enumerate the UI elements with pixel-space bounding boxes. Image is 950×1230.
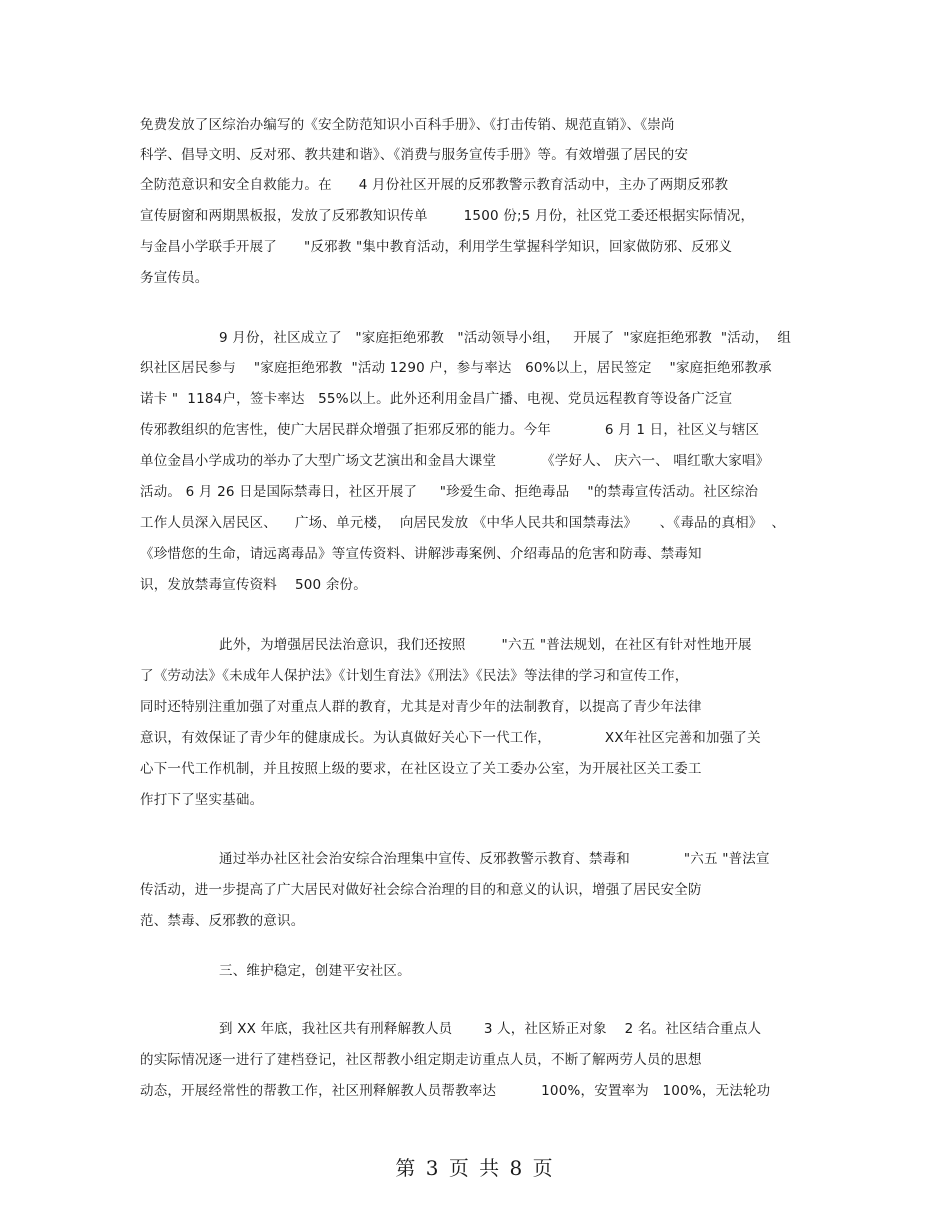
body-text-line: 心下一代工作机制，并且按照上级的要求，在社区设立了关工委办公室，为开展社区关工委工 [140,761,702,777]
body-text-line: 织社区居民参与 "家庭拒绝邪教 "活动 1290 户，参与率达 60%以上，居民签定 "家庭拒绝邪教承 [140,360,772,376]
body-text-line: 活动。 6 月 26 日是国际禁毒日，社区开展了 "珍爱生命、拒绝毒品 "的禁毒宣传活动。社区综治 [140,484,759,500]
body-text-line: 了《劳动法》《未成年人保护法》《计划生育法》《刑法》《民法》等法律的学习和宣传工作， [140,668,689,684]
body-text-line: 9 月份，社区成立了 "家庭拒绝邪教 "活动领导小组， 开展了 "家庭拒绝邪教 "活动， 组 [219,330,792,346]
body-text-line: 意识，有效保证了青少年的健康成长。为认真做好关心下一代工作， XX年社区完善和加强了关 [140,730,761,746]
body-text-line: 同时还特别注重加强了对重点人群的教育，尤其是对青少年的法制教育，以提高了青少年法律 [140,699,702,715]
body-text-line: 此外，为增强居民法治意识，我们还按照 "六五 "普法规划，在社区有针对性地开展 [219,637,752,653]
body-text-line: 传活动，进一步提高了广大居民对做好社会综合治理的目的和意义的认识，增强了居民安全防 [140,882,702,898]
section-heading: 三、维护稳定，创建平安社区。 [219,963,411,979]
body-text-line: 全防范意识和安全自救能力。在 4 月份社区开展的反邪教警示教育活动中，主办了两期反邪教 [140,177,729,193]
body-text-line: 宣传厨窗和两期黑板报，发放了反邪教知识传单 1500 份;5 月份，社区党工委还根据实际情况， [140,208,755,224]
body-text-line: 的实际情况逐一进行了建档登记，社区帮教小组定期走访重点人员，不断了解两劳人员的思想 [140,1052,702,1068]
body-text-line: 范、禁毒、反邪教的意识。 [140,913,305,929]
body-text-line: 作打下了坚实基础。 [140,792,264,808]
body-text-line: 动态，开展经常性的帮教工作，社区刑释解教人员帮教率达 100%，安置率为 100%，无法轮功 [140,1083,771,1099]
body-text-line: 单位金昌小学成功的举办了大型广场文艺演出和金昌大课堂 《学好人、 庆六一、 唱红歌大家唱》 [140,453,770,469]
page-number-footer: 第 3 页 共 8 页 [395,1156,555,1180]
body-text-line: 传邪教组织的危害性，使广大居民群众增强了拒邪反邪的能力。今年 6 月 1 日，社区义与辖区 [140,422,760,438]
body-text-line: 识，发放禁毒宣传资料 500 余份。 [140,577,367,593]
body-text-line: 通过举办社区社会治安综合治理集中宣传、反邪教警示教育、禁毒和 "六五 "普法宣 [219,851,770,867]
body-text-line: 诺卡 " 1184户，签卡率达 55%以上。此外还利用金昌广播、电视、党员远程教育等设备广泛宣 [140,391,733,407]
body-text-line: 到 XX 年底，我社区共有刑释解教人员 3 人，社区矫正对象 2 名。社区结合重点人 [219,1021,762,1037]
body-text-line: 科学、倡导文明、反对邪、教共建和谐》、《消费与服务宣传手册》等。有效增强了居民的安 [140,147,689,163]
body-text-line: 工作人员深入居民区、 广场、单元楼， 向居民发放 《中华人民共和国禁毒法》 、《毒品的真相》 、 [140,515,786,531]
body-text-line: 务宣传员。 [140,270,209,286]
body-text-line: 免费发放了区综治办编写的《安全防范知识小百科手册》、《打击传销、规范直销》、《崇尚 [140,117,675,133]
body-text-line: 《珍惜您的生命，请远离毒品》等宣传资料、讲解涉毒案例、介绍毒品的危害和防毒、禁毒知 [140,546,702,562]
body-text-line: 与金昌小学联手开展了 "反邪教 "集中教育活动，利用学生掌握科学知识，回家做防邪、反邪义 [140,239,733,255]
